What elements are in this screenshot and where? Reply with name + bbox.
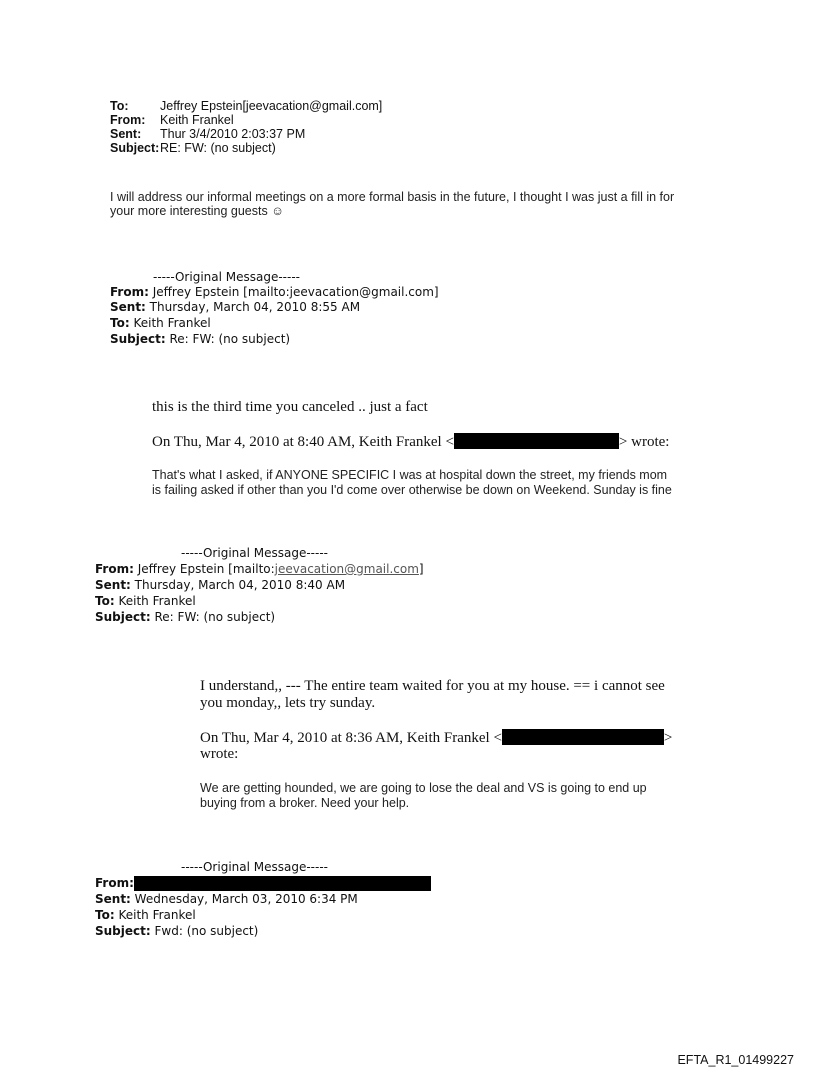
orig1-sent-label: Sent: xyxy=(110,300,146,314)
header-to-value: Jeffrey Epstein[jeevacation@gmail.com] xyxy=(160,99,383,113)
msg2-quote-prefix: On Thu, Mar 4, 2010 at 8:36 AM, Keith Frankel < xyxy=(200,730,502,746)
msg1-text: this is the third time you canceled .. just a fact xyxy=(152,399,428,415)
msg1-reply-line-1: That's what I asked, if ANYONE SPECIFIC I was at hospital down the street, my friends mom xyxy=(152,468,668,482)
orig3-subject-label: Subject: xyxy=(95,924,151,938)
orig3-to-label: To: xyxy=(95,908,115,922)
header-sent-label: Sent: xyxy=(110,127,142,141)
redaction-block xyxy=(502,729,664,745)
orig1-to-row xyxy=(110,316,211,330)
msg2-quote-wrote: wrote: xyxy=(200,746,239,762)
msg2-reply-line-1: We are getting hounded, we are going to lose the deal and VS is going to end up xyxy=(200,781,647,795)
orig3-subject-value: Fwd: (no subject) xyxy=(150,924,259,938)
orig3-sent-label: Sent: xyxy=(95,892,131,906)
orig3-from-label: From: xyxy=(95,876,134,890)
orig3-to-value: Keith Frankel xyxy=(114,908,196,922)
orig2-subject-row xyxy=(95,610,275,624)
orig3-sent-value: Wednesday, March 03, 2010 6:34 PM xyxy=(130,892,358,906)
msg1-quote-line xyxy=(152,433,669,451)
orig1-to-label: To: xyxy=(110,316,130,330)
orig1-subject-row xyxy=(110,332,290,346)
msg2-reply-line-2: buying from a broker. Need your help. xyxy=(200,796,410,810)
orig1-from-value: Jeffrey Epstein [mailto:jeevacation@gmail.com] xyxy=(148,285,439,299)
header-to-label: To: xyxy=(110,99,129,113)
orig1-sent-row xyxy=(110,300,360,314)
msg1-quote-suffix: > wrote: xyxy=(618,434,670,450)
redaction-block xyxy=(454,433,619,449)
reply-line-1: I will address our informal meetings on a more formal basis in the future, I thought I was just a fill in for xyxy=(110,190,675,204)
redaction-block xyxy=(134,876,431,891)
orig1-to-value: Keith Frankel xyxy=(129,316,211,330)
msg2-line-2: you monday,, lets try sunday. xyxy=(200,695,376,711)
header-from-value: Keith Frankel xyxy=(160,113,234,127)
orig3-subject-row xyxy=(95,924,258,938)
msg2-quote-suffix: > xyxy=(663,730,673,746)
orig1-subject-value: Re: FW: (no subject) xyxy=(165,332,291,346)
header-subject-label: Subject: xyxy=(110,141,160,155)
orig2-sent-value: Thursday, March 04, 2010 8:40 AM xyxy=(130,578,346,592)
msg2-line-1: I understand,, --- The entire team waited for you at my house. == i cannot see xyxy=(200,678,665,694)
orig2-divider: -----Original Message----- xyxy=(181,546,328,560)
orig1-subject-label: Subject: xyxy=(110,332,166,346)
orig2-subject-value: Re: FW: (no subject) xyxy=(150,610,276,624)
orig3-to-row xyxy=(95,908,196,922)
orig2-to-row xyxy=(95,594,196,608)
orig2-from-prefix: Jeffrey Epstein [mailto: xyxy=(133,562,275,576)
orig3-from-row xyxy=(95,876,134,890)
orig2-to-value: Keith Frankel xyxy=(114,594,196,608)
msg1-quote-prefix: On Thu, Mar 4, 2010 at 8:40 AM, Keith Frankel < xyxy=(152,434,454,450)
orig3-divider: -----Original Message----- xyxy=(181,860,328,874)
header-from-label: From: xyxy=(110,113,146,127)
orig1-from-label: From: xyxy=(110,285,149,299)
header-subject-row xyxy=(110,139,276,157)
orig1-sent-value: Thursday, March 04, 2010 8:55 AM xyxy=(145,300,361,314)
orig1-from-row xyxy=(110,285,439,299)
msg2-quote-line xyxy=(200,729,672,747)
orig2-sent-label: Sent: xyxy=(95,578,131,592)
bates-number: EFTA_R1_01499227 xyxy=(677,1053,794,1067)
msg1-reply-line-2: is failing asked if other than you I'd come over otherwise be down on Weekend. Sunday is fine xyxy=(152,483,672,497)
header-subject-value: RE: FW: (no subject) xyxy=(160,141,276,155)
orig3-sent-row xyxy=(95,892,358,906)
orig2-from-row xyxy=(95,562,424,576)
orig2-email-link[interactable]: jeevacation@gmail.com xyxy=(274,562,419,576)
orig2-to-label: To: xyxy=(95,594,115,608)
reply-line-2: your more interesting guests ☺ xyxy=(110,204,284,218)
header-sent-value: Thur 3/4/2010 2:03:37 PM xyxy=(160,127,306,141)
orig1-divider: -----Original Message----- xyxy=(153,270,300,284)
orig2-subject-label: Subject: xyxy=(95,610,151,624)
orig2-sent-row xyxy=(95,578,345,592)
orig2-from-label: From: xyxy=(95,562,134,576)
orig2-from-suffix: ] xyxy=(418,562,424,576)
